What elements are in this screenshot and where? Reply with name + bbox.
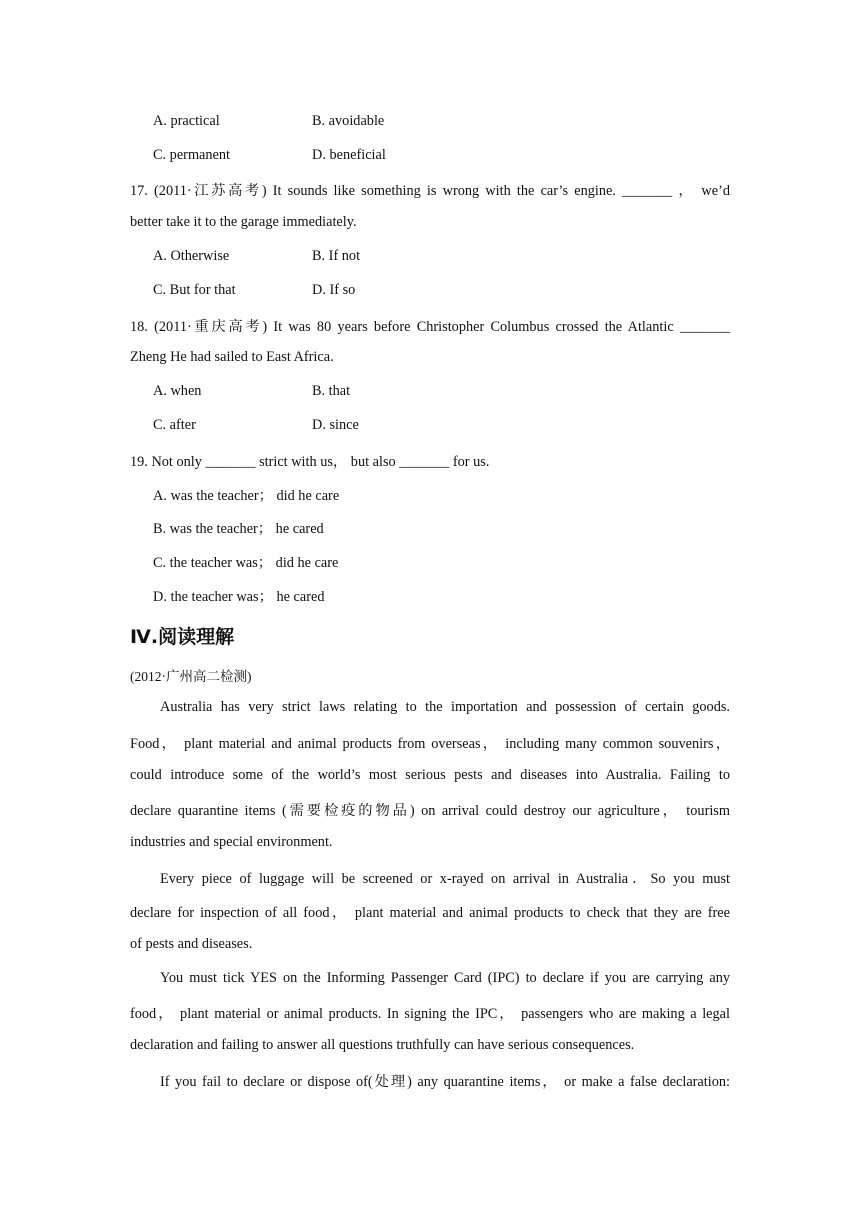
passage-p1-line1: Australia has very strict laws relating to the importation and possession of certain goods. [160, 699, 730, 715]
q19-option-c: C. the teacher was； did he care [153, 555, 339, 571]
q18-stem-line1: 18. (2011·重庆高考) It was 80 years before Christopher Columbus crossed the Atlantic _______ [130, 319, 730, 335]
q19-option-d: D. the teacher was； he cared [153, 589, 325, 605]
passage-p4-line1: If you fail to declare or dispose of(处理) any quarantine items， or make a false declaration: [160, 1074, 730, 1090]
passage-p2-line3: of pests and diseases. [130, 936, 253, 952]
q17-option-d: D. If so [312, 282, 356, 298]
passage-p3-line2: food， plant material or animal products. In signing the IPC， passengers who are making a legal [130, 1006, 730, 1022]
passage-p3-line1: You must tick YES on the Informing Passenger Card (IPC) to declare if you are carrying any [160, 970, 730, 986]
q19-stem: 19. Not only _______ strict with us， but also _______ for us. [130, 454, 490, 470]
passage-p1-line5: industries and special environment. [130, 834, 333, 850]
q16-option-c: C. permanent [153, 147, 231, 163]
q18-option-c: C. after [153, 417, 196, 433]
q19-option-a: A. was the teacher； did he care [153, 488, 340, 504]
q17-stem-line1: 17. (2011·江苏高考) It sounds like something is wrong with the car’s engine. _______ ， we’d [130, 183, 730, 199]
q18-option-b: B. that [312, 383, 351, 399]
q18-option-a: A. when [153, 383, 202, 399]
passage-p2-line2: declare for inspection of all food， plant material and animal products to check that they are free [130, 905, 730, 921]
passage-p1-line3: could introduce some of the world’s most serious pests and diseases into Australia. Failing to [130, 767, 730, 783]
q18-stem-line2: Zheng He had sailed to East Africa. [130, 349, 334, 365]
passage-p2-line1: Every piece of luggage will be screened or x-rayed on arrival in Australia．So you must [160, 871, 730, 887]
q18-option-d: D. since [312, 417, 359, 433]
q19-option-b: B. was the teacher； he cared [153, 521, 324, 537]
q17-stem-line2: better take it to the garage immediately. [130, 214, 357, 230]
passage-source: (2012·广州高二检测) [130, 669, 252, 684]
passage-p3-line3: declaration and failing to answer all questions truthfully can have serious consequences. [130, 1037, 635, 1053]
q16-option-d: D. beneficial [312, 147, 386, 163]
q16-option-b: B. avoidable [312, 113, 385, 129]
passage-p1-line4: declare quarantine items (需要检疫的物品) on arrival could destroy our agriculture， tourism [130, 803, 730, 819]
q17-option-a: A. Otherwise [153, 248, 230, 264]
q16-option-a: A. practical [153, 113, 220, 129]
q17-option-b: B. If not [312, 248, 361, 264]
section-heading: Ⅳ.阅读理解 [130, 626, 235, 648]
passage-p1-line2: Food， plant material and animal products from overseas， including many common souvenirs， [130, 736, 730, 752]
q17-option-c: C. But for that [153, 282, 236, 298]
